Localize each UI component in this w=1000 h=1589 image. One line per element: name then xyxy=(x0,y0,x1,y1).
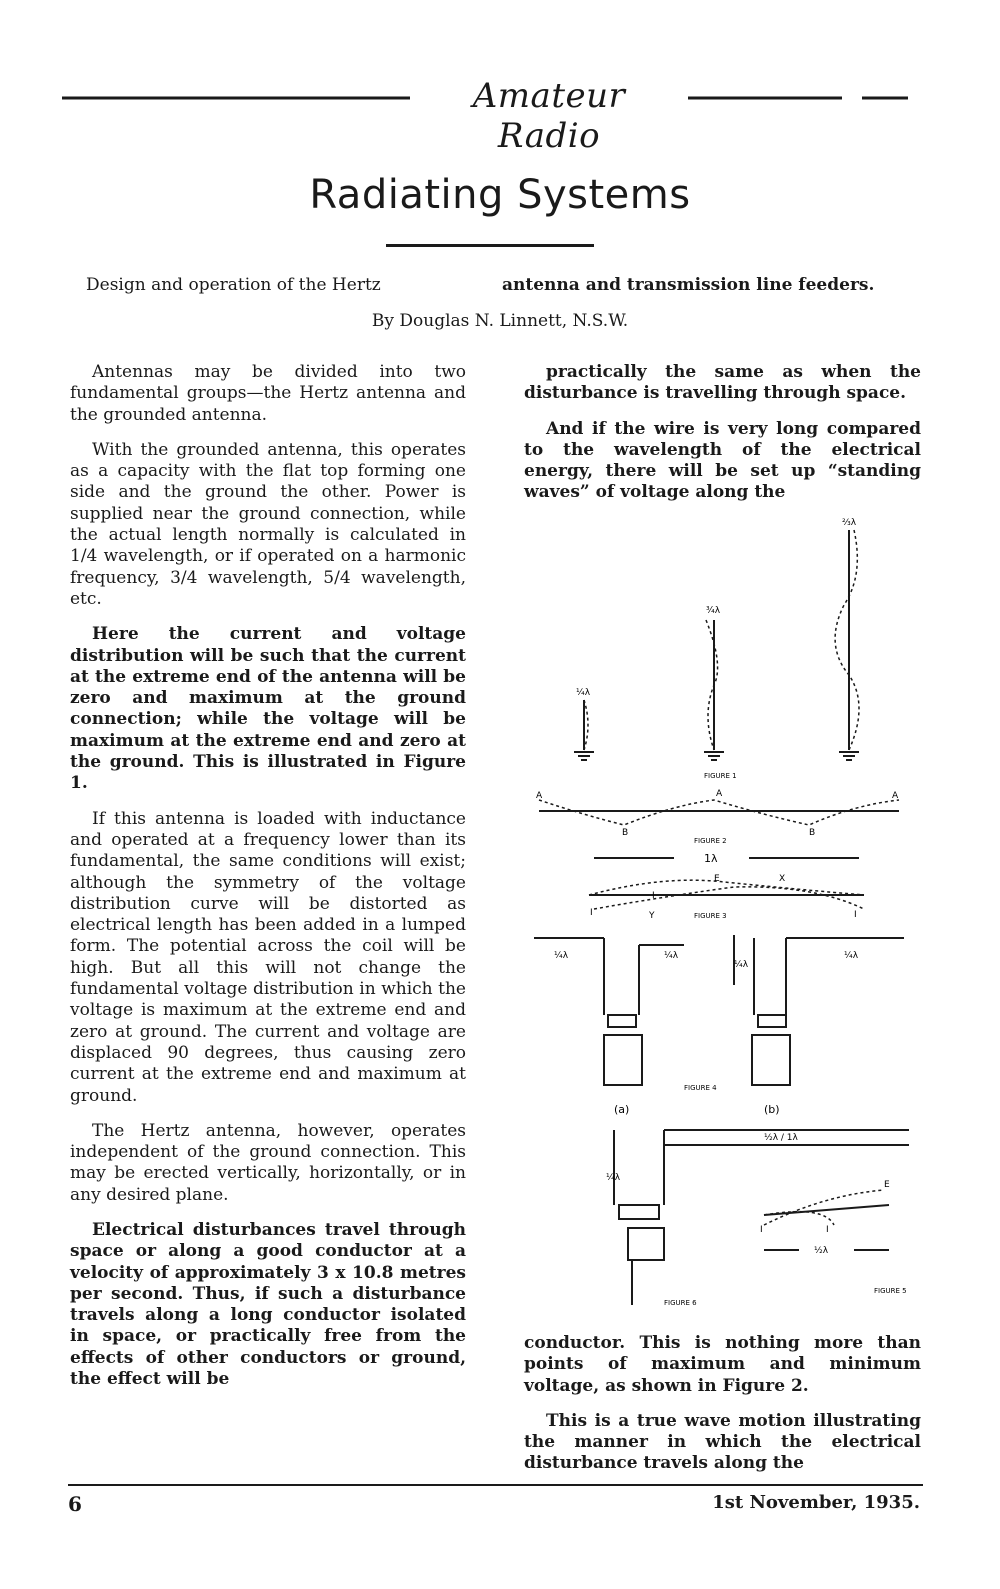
figure-3 xyxy=(589,858,864,909)
fig3-i-right: I xyxy=(854,910,857,920)
subtitle-right: antenna and transmission line feeders. xyxy=(502,275,875,295)
paragraph: This is a true wave motion illustrating the manner in which the electrical disturbance travels along the xyxy=(524,1410,921,1474)
paragraph: If this antenna is loaded with inductance and operated at a frequency lower than its fundamental, the same conditions will exist; although the symmetry of the voltage distribution curve will be distorted as electrical length has been added in a lumped form. The potential across the coil will be high. But all this will not change the fundamental voltage distribution in which the voltage is maximum at the extreme end and zero at ground. The current and voltage are displaced 90 degrees, thus causing zero current at the extreme end and maximum at ground. xyxy=(70,808,466,1106)
paragraph: practically the same as when the disturbance is travelling through space. xyxy=(524,362,921,404)
figure-6 xyxy=(614,1130,909,1305)
footer-rule xyxy=(68,1484,923,1486)
fig2-a-mid: A xyxy=(716,789,723,799)
paragraph: With the grounded antenna, this operates as a capacity with the flat top forming one side and the ground the other. Power is supplied near the ground connection, while the actual length normally is calculated in 1/4 wavelength, or if operated on a harmonic frequency, 3/4 wavelength, 5/4 wavelength, etc. xyxy=(70,439,466,609)
fig3-x: X xyxy=(779,874,786,884)
figures-drawing xyxy=(524,515,914,1315)
subtitle-left: Design and operation of the Hertz xyxy=(86,275,381,295)
fig5-e: E xyxy=(884,1180,890,1190)
label-three-quarter: ¾λ xyxy=(706,606,721,616)
fig4a-quarter-left: ¼λ xyxy=(554,951,569,961)
figure-5 xyxy=(764,1190,889,1250)
figure-5-caption: FIGURE 5 xyxy=(874,1287,907,1295)
figure-1-caption: FIGURE 1 xyxy=(704,772,737,780)
masthead-title: Amateur Radio xyxy=(410,76,688,156)
fig2-b-left: B xyxy=(622,828,629,838)
fig4a-quarter-right: ¼λ xyxy=(664,951,679,961)
paragraph: Antennas may be divided into two fundamental groups—the Hertz antenna and the grounded antenna. xyxy=(70,362,466,425)
fig2-a-right: A xyxy=(892,791,899,801)
label-quarter: ¼λ xyxy=(576,688,591,698)
fig5-i-right: I xyxy=(826,1225,829,1235)
article-title: Radiating Systems xyxy=(309,172,691,218)
paragraph: conductor. This is nothing more than points of maximum and minimum voltage, as shown in Figure 2. xyxy=(524,1333,921,1396)
fig4b-quarter-left: ¼λ xyxy=(734,960,749,970)
right-column-top xyxy=(524,362,921,518)
byline: By Douglas N. Linnett, N.S.W. xyxy=(371,311,629,331)
paragraph: And if the wire is very long compared to the wavelength of the electrical energy, there will be set up “standing waves” of voltage along the xyxy=(524,418,921,503)
fig2-a-left: A xyxy=(536,791,543,801)
fig2-b-right: B xyxy=(809,828,816,838)
fig3-i: I xyxy=(652,891,655,901)
page-number: 6 xyxy=(68,1492,82,1516)
issue-date: 1st November, 1935. xyxy=(712,1492,920,1513)
paragraph: Electrical disturbances travel through space or along a good conductor at a velocity of approximately 3 x 10.8 metres per second. Thus, if such a disturbance travels along a long conductor isolated in space, or practically free from the effects of other conductors or ground, the effect will be xyxy=(70,1219,466,1390)
figure-2-caption: FIGURE 2 xyxy=(694,837,727,845)
fig5-i-left: I xyxy=(760,1225,763,1235)
fig3-y: Y xyxy=(649,911,655,921)
fig3-one-lambda: 1λ xyxy=(704,852,718,865)
figure-1 xyxy=(574,530,859,760)
label-five-quarter: ⅔λ xyxy=(842,518,857,528)
paragraph: Here the current and voltage distribution will be such that the current at the extreme end of the antenna will be zero and maximum at the ground connection; while the voltage will be maximum at the extreme end and zero at the ground. This is illustrated in Figure 1. xyxy=(70,624,466,794)
fig6-quarter: ¼λ xyxy=(606,1173,621,1183)
fig6-half-or-one: ½λ / 1λ xyxy=(764,1133,798,1143)
figure-4-caption: FIGURE 4 xyxy=(684,1084,717,1092)
left-column xyxy=(70,362,466,1404)
antenna-figures xyxy=(524,515,914,1315)
figure-3-caption: FIGURE 3 xyxy=(694,912,727,920)
figure-2 xyxy=(539,800,899,825)
figure-6-caption: FIGURE 6 xyxy=(664,1299,697,1307)
paragraph: The Hertz antenna, however, operates independent of the ground connection. This may be erected vertically, horizontally, or in any desired plane. xyxy=(70,1120,466,1205)
fig4-sub-a: (a) xyxy=(614,1103,630,1116)
masthead xyxy=(62,70,908,156)
fig3-i-left: I xyxy=(590,908,593,918)
fig5-half: ½λ xyxy=(814,1246,829,1256)
fig3-e-1: E xyxy=(714,874,720,884)
right-column-bottom xyxy=(524,1333,921,1489)
fig4b-quarter-right: ¼λ xyxy=(844,951,859,961)
fig4-sub-b: (b) xyxy=(764,1103,780,1116)
title-underline xyxy=(386,244,594,247)
